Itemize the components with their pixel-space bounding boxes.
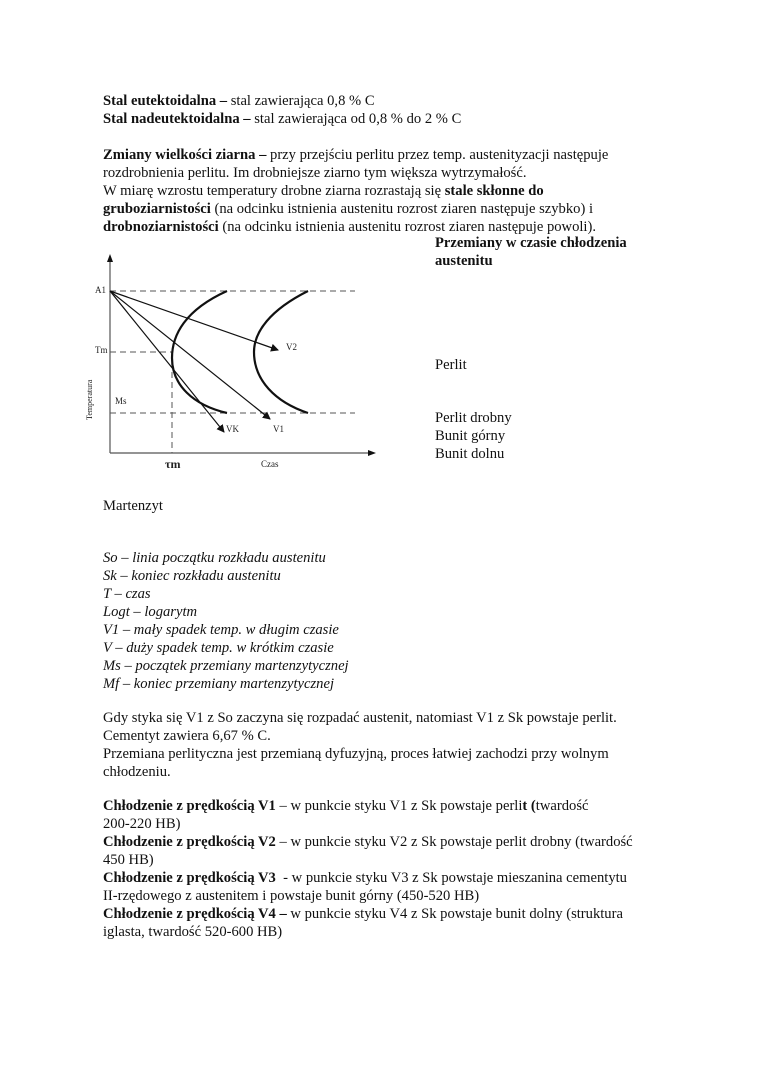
text: (na odcinku istnienia austenitu rozrost ziaren następuje szybko) i [210, 201, 594, 217]
text: przy przejściu perlitu przez temp. austenityzacji następuje [266, 147, 609, 163]
definition-nadeutektoidalna [103, 110, 461, 128]
legend-item: T – czas [103, 586, 151, 602]
diagram-svg [85, 240, 425, 480]
text: (na odcinku istnienia austenitu rozrost ziaren następuje powoli). [218, 219, 596, 235]
note-line: chłodzeniu. [103, 764, 171, 780]
ms-label: Ms [115, 396, 127, 406]
bold-text: t ( [522, 798, 536, 814]
grain-line-4 [103, 200, 673, 218]
cooling-v1-cont: 200-220 HB) [103, 816, 181, 832]
a1-label: A1 [95, 285, 106, 295]
text: – w punkcie styku V1 z Sk powstaje perli [275, 798, 523, 814]
label-bunit-dolnu: Bunit dolnu [435, 446, 505, 462]
legend-item: So – linia początku rozkładu austenitu [103, 550, 326, 566]
title-line: austenitu [435, 253, 493, 269]
legend-item: Ms – początek przemiany martenzytycznej [103, 658, 349, 674]
v2-label: V2 [286, 342, 297, 352]
tau-m-label: τm [165, 457, 181, 471]
notes-paragraph [103, 709, 673, 781]
legend-item: V – duży spadek temp. w krótkim czasie [103, 640, 334, 656]
text: W miarę wzrostu temperatury drobne ziarna rozrastają się [103, 183, 445, 199]
transformations-title [435, 234, 627, 270]
legend-item: V1 – mały spadek temp. w długim czasie [103, 622, 339, 638]
grain-line-1 [103, 146, 673, 164]
y-axis-arrow-icon [107, 254, 113, 262]
term: Stal eutektoidalna – [103, 93, 228, 109]
vk-label: VK [226, 424, 239, 434]
bold-text: Zmiany wielkości ziarna – [103, 147, 267, 163]
bold-text: drobnoziarnistości [103, 219, 219, 235]
cooling-v2 [103, 833, 673, 851]
bold-text: Chłodzenie z prędkością V3 [103, 870, 276, 886]
bold-text: gruboziarnistości [103, 201, 211, 217]
tm-label: Tm [95, 345, 108, 355]
legend-item: Logt – logarytm [103, 604, 198, 620]
v2-arrow [110, 291, 278, 350]
legend-item: Sk – koniec rozkładu austenitu [103, 568, 281, 584]
grain-size-paragraph [103, 146, 673, 236]
cooling-v4-cont: iglasta, twardość 520-600 HB) [103, 924, 283, 940]
note-line: Przemiana perlityczna jest przemianą dyfuzyjną, proces łatwiej zachodzi przy wolnym [103, 746, 609, 762]
definition-text: stal zawierająca 0,8 % C [227, 93, 375, 109]
v1-label: V1 [273, 424, 284, 434]
vk-arrow [110, 291, 224, 432]
temperatura-axis-label: Temperatura [85, 379, 94, 420]
grain-line-3 [103, 182, 673, 200]
sk-curve [254, 291, 308, 413]
label-perlit: Perlit [435, 357, 467, 373]
cooling-transformation-diagram [85, 240, 425, 480]
cooling-v4 [103, 905, 673, 923]
legend-item: Mf – koniec przemiany martenzytycznej [103, 676, 334, 692]
bold-text: Chłodzenie z prędkością V4 – [103, 906, 287, 922]
x-axis-arrow-icon [368, 450, 376, 456]
cooling-v3-cont: II-rzędowego z austenitem i powstaje bunit górny (450-520 HB) [103, 888, 480, 904]
note-line: Gdy styka się V1 z So zaczyna się rozpadać austenit, natomiast V1 z Sk powstaje perlit. [103, 710, 617, 726]
label-martenzyt: Martenzyt [103, 498, 163, 514]
so-curve [172, 291, 227, 413]
cooling-rates [103, 797, 673, 941]
bold-text: stale skłonne do [444, 183, 544, 199]
grain-line-2: rozdrobnienia perlitu. Im drobniejsze ziarno tym większa wytrzymałość. [103, 165, 527, 181]
title-line: Przemiany w czasie chłodzenia [435, 235, 627, 251]
text: – w punkcie styku V2 z Sk powstaje perlit drobny (twardość [275, 834, 633, 850]
bold-text: Chłodzenie z prędkością V2 [103, 834, 276, 850]
text: - w punkcie styku V3 z Sk powstaje mieszanina cementytu [275, 870, 627, 886]
label-perlit-drobny: Perlit drobny [435, 410, 512, 426]
text: twardość [535, 798, 589, 814]
v1-arrow [110, 291, 270, 419]
cooling-v3 [103, 869, 673, 887]
definition-text: stal zawierająca od 0,8 % do 2 % C [250, 111, 462, 127]
bold-text: Chłodzenie z prędkością V1 [103, 798, 276, 814]
cooling-v2-cont: 450 HB) [103, 852, 154, 868]
term: Stal nadeutektoidalna – [103, 111, 251, 127]
czas-label: Czas [261, 459, 279, 469]
label-bunit-gorny: Bunit górny [435, 428, 506, 444]
symbol-legend [103, 549, 673, 693]
text: w punkcie styku V4 z Sk powstaje bunit dolny (struktura [286, 906, 623, 922]
note-line: Cementyt zawiera 6,67 % C. [103, 728, 271, 744]
definition-eutektoidalna [103, 92, 375, 110]
cooling-v1 [103, 797, 673, 815]
